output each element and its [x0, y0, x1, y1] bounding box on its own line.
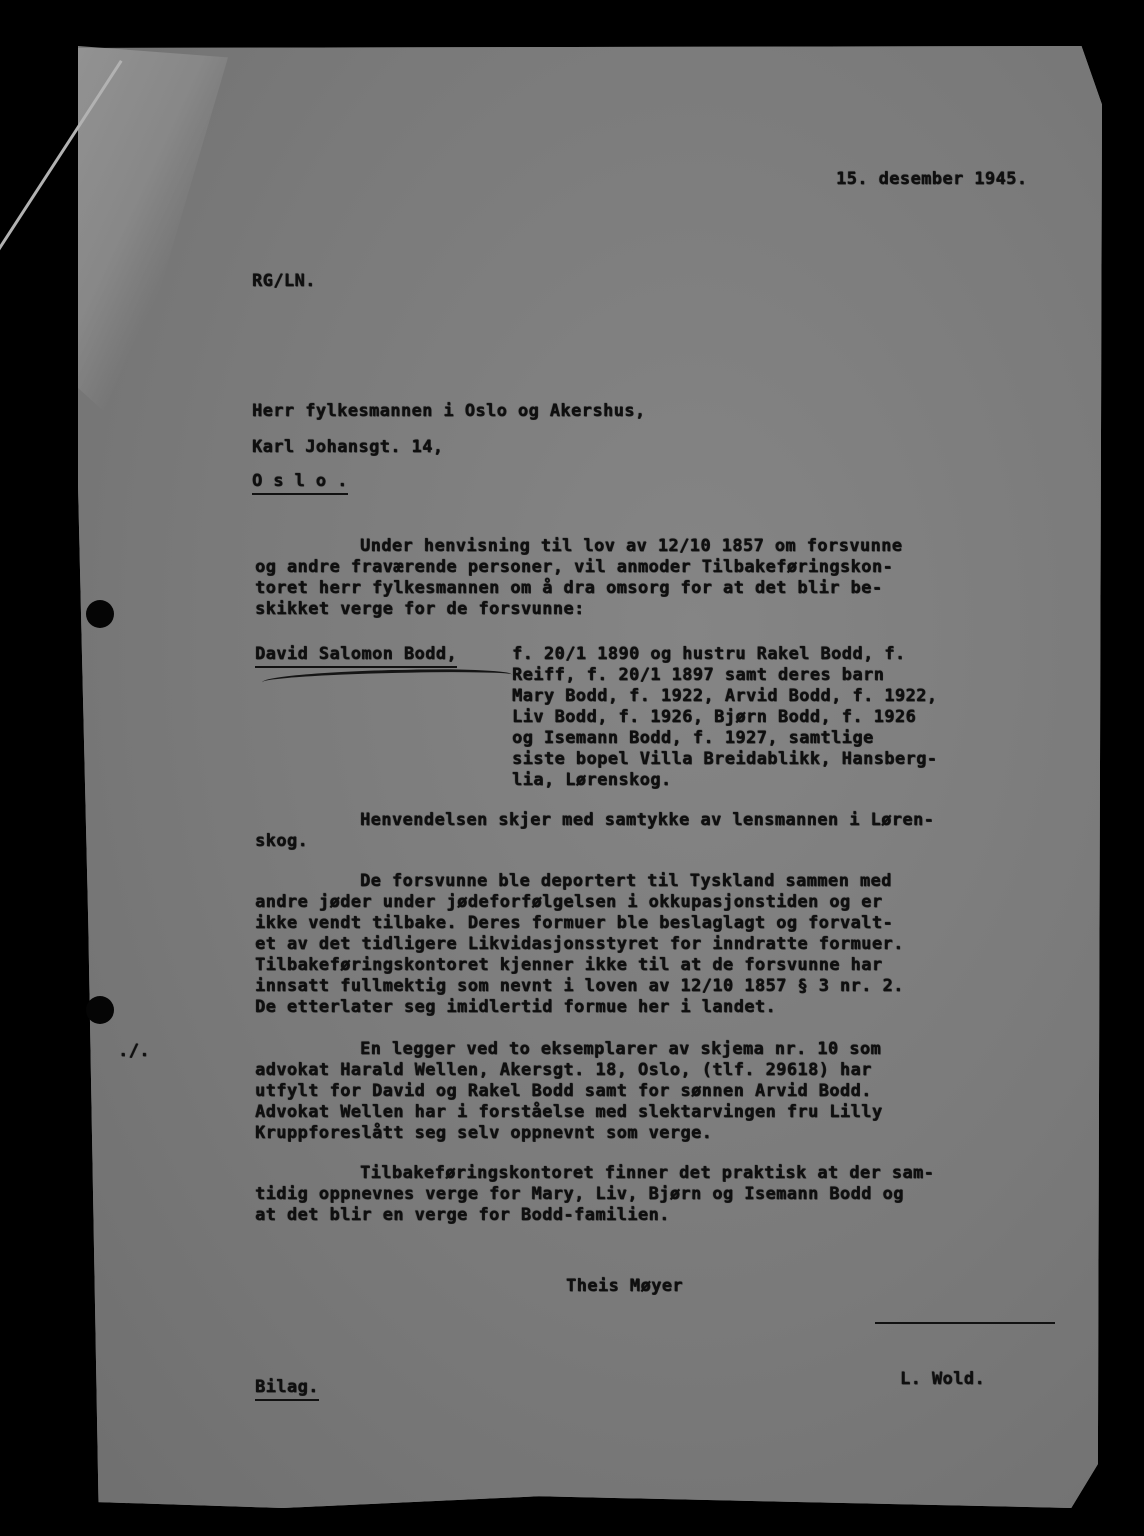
paragraph-line: Kruppforeslått seg selv oppnevnt som verge. — [255, 1123, 713, 1143]
persons-name: David Salomon Bodd, — [255, 643, 457, 668]
paragraph-line: utfylt for David og Rakel Bodd samt for sønnen Arvid Bodd. — [255, 1081, 872, 1101]
persons-detail-line: Reiff, f. 20/1 1897 samt deres barn — [512, 665, 885, 685]
punch-hole — [86, 996, 114, 1024]
second-signer: L. Wold. — [900, 1369, 986, 1389]
paragraph-line: En legger ved to eksemplarer av skjema nr. 10 som — [360, 1039, 882, 1059]
paragraph-line: innsatt fullmektig som nevnt i loven av 12/10 1857 § 3 nr. 2. — [255, 976, 904, 996]
paragraph-line: De forsvunne ble deportert til Tyskland sammen med — [360, 871, 892, 891]
paragraph-line: andre jøder under jødeforfølgelsen i okkupasjonstiden og er — [255, 892, 883, 912]
recipient-city: O s l o . — [252, 470, 348, 495]
persons-detail-line: og Isemann Bodd, f. 1927, samtlige — [512, 728, 874, 748]
recipient-line: Herr fylkesmannen i Oslo og Akershus, — [252, 401, 646, 421]
signature-line — [875, 1322, 1055, 1324]
paragraph-line: at det blir en verge for Bodd-familien. — [255, 1205, 670, 1225]
persons-detail-line: Mary Bodd, f. 1922, Arvid Bodd, f. 1922, — [512, 686, 938, 706]
enclosure-mark: ./. — [118, 1041, 150, 1061]
paragraph-line: tidig oppnevnes verge for Mary, Liv, Bjørn og Isemann Bodd og — [255, 1184, 904, 1204]
paragraph-line: skog. — [255, 831, 309, 851]
enclosure-label: Bilag. — [255, 1376, 319, 1401]
paragraph-line: toret herr fylkesmannen om å dra omsorg for at det blir be- — [255, 578, 883, 598]
persons-detail-line: Liv Bodd, f. 1926, Bjørn Bodd, f. 1926 — [512, 707, 917, 727]
paragraph-line: Advokat Wellen har i forståelse med slektarvingen fru Lilly — [255, 1102, 883, 1122]
persons-detail-line: lia, Lørenskog. — [512, 770, 672, 790]
letter-date: 15. desember 1945. — [836, 169, 1028, 189]
paragraph-line: Tilbakeføringskontoret kjenner ikke til at de forsvunne har — [255, 955, 883, 975]
paragraph-line: advokat Harald Wellen, Akersgt. 18, Oslo, (tlf. 29618) har — [255, 1060, 872, 1080]
paragraph-line: skikket verge for de forsvunne: — [255, 599, 585, 619]
reference-code: RG/LN. — [252, 271, 316, 291]
paragraph-line: og andre fraværende personer, vil anmoder Tilbakeføringskon- — [255, 557, 894, 577]
persons-detail-line: siste bopel Villa Breidablikk, Hansberg- — [512, 749, 938, 769]
paragraph-line: De etterlater seg imidlertid formue her i landet. — [255, 997, 777, 1017]
persons-detail-line: f. 20/1 1890 og hustru Rakel Bodd, f. — [512, 644, 906, 664]
paragraph-line: Under henvisning til lov av 12/10 1857 om forsvunne — [360, 536, 903, 556]
paragraph-line: Henvendelsen skjer med samtykke av lensmannen i Løren- — [360, 810, 935, 830]
paragraph-line: ikke vendt tilbake. Deres formuer ble beslaglagt og forvalt- — [255, 913, 894, 933]
signature-name: Theis Møyer — [566, 1276, 683, 1296]
paragraph-line: et av det tidligere Likvidasjonsstyret for inndratte formuer. — [255, 934, 904, 954]
punch-hole — [86, 600, 114, 628]
paragraph-line: Tilbakeføringskontoret finner det praktisk at der sam- — [360, 1163, 935, 1183]
recipient-line: Karl Johansgt. 14, — [252, 437, 444, 457]
